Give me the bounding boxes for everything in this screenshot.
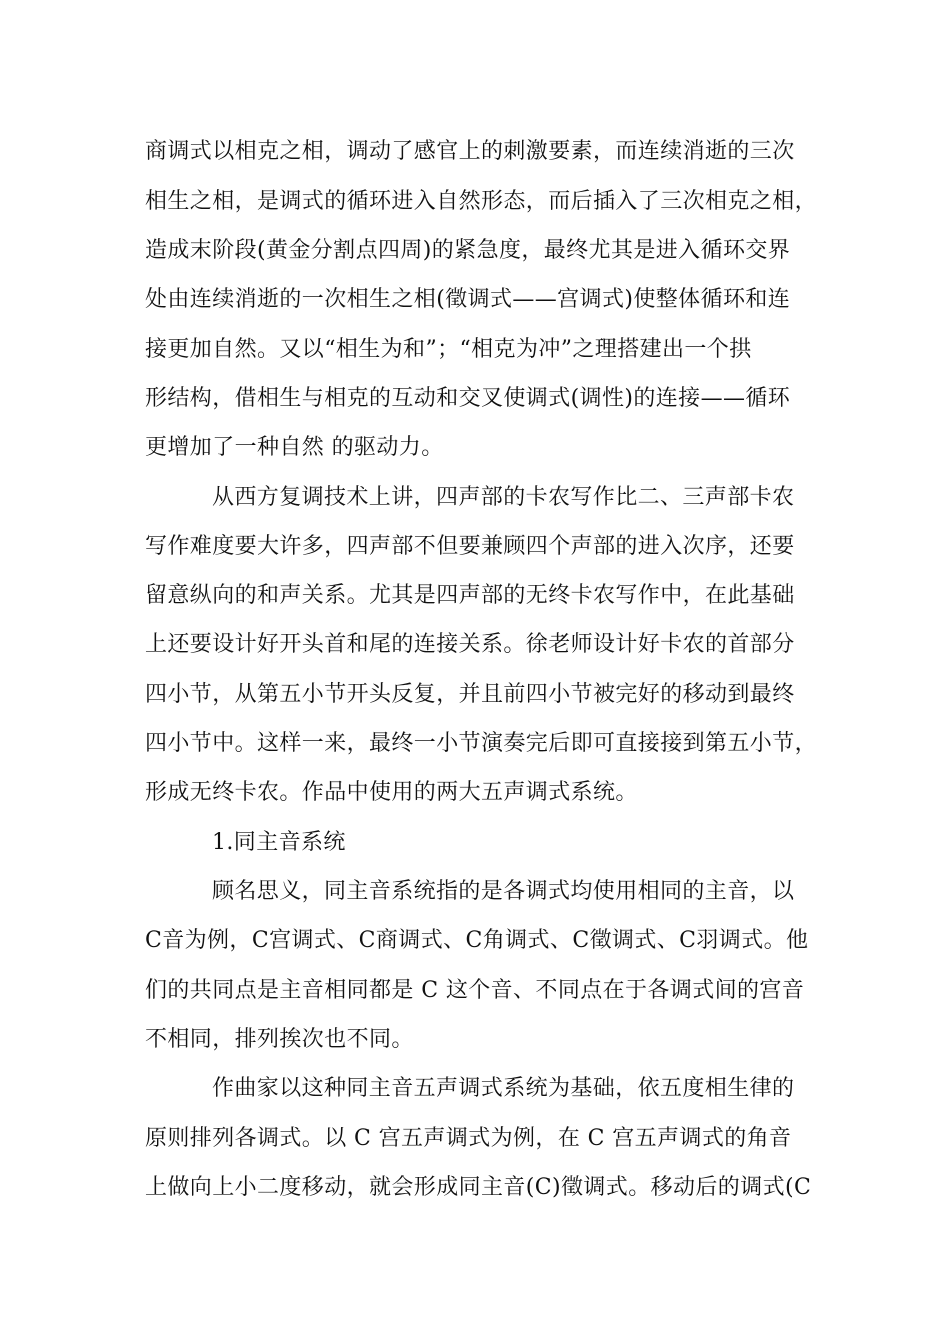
paragraph-2-line-7: 形成无终卡农。作品中使用的两大五声调式系统。 [145,780,638,805]
paragraph-1-line-2: 相生之相，是调式的循环进入自然形态，而后插入了三次相克之相， [145,189,818,214]
paragraph-3-line-1: 顾名思义，同主音系统指的是各调式均使用相同的主音，以 [212,879,795,904]
paragraph-4-line-2: 原则排列各调式。以 C 宫五声调式为例，在 C 宫五声调式的角音 [145,1126,792,1151]
section-heading: 1.同主音系统 [212,830,346,855]
paragraph-1-line-5: 接更加自然。又以“相生为和”；“相克为冲”之理搭建出一个拱 [145,337,752,362]
paragraph-2-line-5: 四小节，从第五小节开头反复，并且前四小节被完好的移动到最终 [145,682,795,707]
paragraph-2-line-1: 从西方复调技术上讲，四声部的卡农写作比二、三声部卡农 [212,485,795,510]
paragraph-1-line-1: 商调式以相克之相，调动了感官上的刺激要素，而连续消逝的三次 [145,139,795,164]
paragraph-2-line-4: 上还要设计好开头首和尾的连接关系。徐老师设计好卡农的首部分 [145,632,795,657]
paragraph-1-line-7: 更增加了一种自然 的驱动力。 [145,435,444,460]
paragraph-3-line-2: C音为例，C宫调式、C商调式、C角调式、C徵调式、C羽调式。他 [145,928,809,953]
paragraph-2-line-2: 写作难度要大许多，四声部不但要兼顾四个声部的进入次序，还要 [145,534,795,559]
paragraph-1-line-4: 处由连续消逝的一次相生之相(徵调式——宫调式)使整体循环和连 [145,287,791,312]
paragraph-4-line-1: 作曲家以这种同主音五声调式系统为基础，依五度相生律的 [212,1076,795,1101]
paragraph-4-line-3: 上做向上小二度移动，就会形成同主音(C)徵调式。移动后的调式(C [145,1175,812,1200]
paragraph-2-line-6: 四小节中。这样一来，最终一小节演奏完后即可直接接到第五小节， [145,731,818,756]
paragraph-1-line-6: 形结构，借相生与相克的互动和交叉使调式(调性)的连接——循环 [145,386,791,411]
paragraph-2-line-3: 留意纵向的和声关系。尤其是四声部的无终卡农写作中，在此基础 [145,583,795,608]
paragraph-1-line-3: 造成末阶段(黄金分割点四周)的紧急度，最终尤其是进入循环交界 [145,238,791,263]
paragraph-3-line-3: 们的共同点是主音相同都是 C 这个音、不同点在于各调式间的宫音 [145,978,805,1003]
paragraph-3-line-4: 不相同，排列挨次也不同。 [145,1027,414,1052]
